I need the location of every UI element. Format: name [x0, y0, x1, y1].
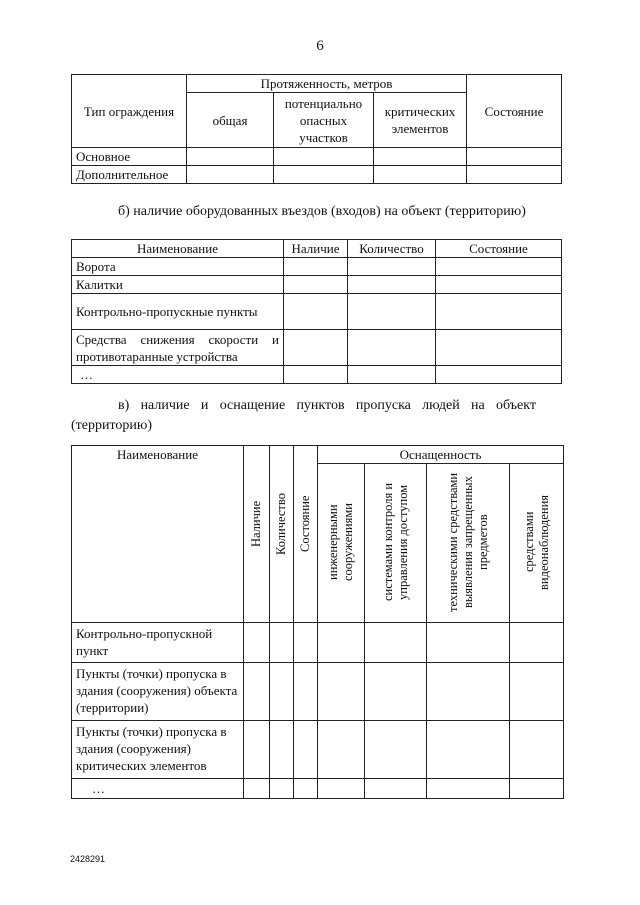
sub-technical: техническими средствами выявления запрещенных предметов: [445, 472, 490, 612]
col-length: Протяженность, метров: [187, 75, 467, 93]
row-label: Средства снижения скорости и противотаранные устройства: [72, 330, 284, 366]
sub-access-control: системами контроля и управления доступом: [380, 482, 410, 602]
col-presence: Наличие: [284, 240, 348, 258]
col-name: Наименование: [72, 446, 244, 623]
table-row: [72, 366, 562, 384]
row-label: …: [72, 366, 284, 384]
fence-table: [71, 74, 562, 184]
table-row: [72, 258, 562, 276]
row-label: Ворота: [72, 258, 284, 276]
table-row: [72, 779, 564, 799]
col-name: Наименование: [72, 240, 284, 258]
row-label: Дополнительное: [72, 166, 187, 184]
col-critical: критических элементов: [374, 93, 467, 148]
document-code: 2428291: [70, 854, 106, 864]
col-fence-type: Тип ограждения: [72, 75, 187, 148]
table-row: [72, 294, 562, 330]
table-row: [72, 663, 564, 721]
col-equipment: Оснащенность: [318, 446, 564, 464]
paragraph-b: б) наличие оборудованных въездов (входов) на объект (территорию): [118, 204, 526, 219]
row-label: Пункты (точки) пропуска в здания (сооружения) объекта (территории): [72, 663, 244, 721]
row-label: Калитки: [72, 276, 284, 294]
checkpoints-table: [71, 445, 564, 799]
sub-video: средствами видеонаблюдения: [521, 494, 551, 590]
col-presence: Наличие: [249, 500, 263, 548]
table-row: [72, 276, 562, 294]
row-label: Пункты (точки) пропуска в здания (сооружения) критических элементов: [72, 721, 244, 779]
row-label: …: [72, 779, 244, 799]
sub-engineering: инженерными сооружениями: [326, 503, 355, 581]
col-potential: потенциально опасных участков: [274, 93, 374, 148]
table-row: [72, 330, 562, 366]
col-state: Состояние: [436, 240, 562, 258]
col-count: Количество: [348, 240, 436, 258]
entrances-table: [71, 239, 562, 384]
col-count: Количество: [274, 493, 288, 555]
col-state: Состояние: [467, 75, 562, 148]
row-label: Основное: [72, 148, 187, 166]
row-label: Контрольно-пропускные пункты: [72, 294, 284, 330]
row-label: Контрольно-пропускной пункт: [72, 623, 244, 663]
col-total: общая: [187, 93, 274, 148]
page-number: 6: [316, 38, 324, 54]
table-row: [72, 721, 564, 779]
table-row: [72, 166, 562, 184]
table-row: [72, 148, 562, 166]
paragraph-v-line1: в) наличие и оснащение пунктов пропуска людей на объект: [118, 398, 536, 413]
col-state: Состояние: [298, 495, 312, 553]
paragraph-v-line2: (территорию): [71, 418, 153, 433]
table-row: [72, 623, 564, 663]
